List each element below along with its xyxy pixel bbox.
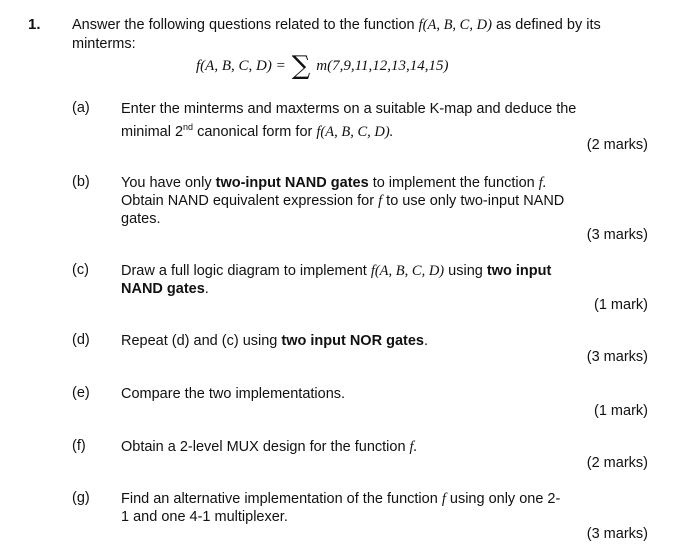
part-b-line2a: Obtain NAND equivalent expression for <box>121 193 375 209</box>
part-d-text <box>121 332 621 350</box>
part-a-function: f(A, B, C, D). <box>316 123 394 140</box>
part-c-period: . <box>204 281 209 297</box>
part-g-marks: (3 marks) <box>586 526 648 542</box>
part-a-line2b: canonical form for <box>197 123 313 140</box>
intro-text: Answer the following questions related to the function <box>72 17 415 33</box>
intro-text-end: as defined by its <box>495 17 601 33</box>
part-b-text2: to implement the function <box>372 175 535 191</box>
part-g-label: (g) <box>72 490 90 506</box>
part-c-bold1: two input <box>486 263 552 279</box>
part-b-line2b: to use only two-input NAND <box>386 193 565 209</box>
part-e-marks: (1 mark) <box>594 403 648 419</box>
part-f-text <box>121 438 621 456</box>
part-d-bold1: two input NOR gates <box>281 333 424 349</box>
part-c-text <box>121 262 621 298</box>
part-a-superscript: nd <box>183 122 194 132</box>
intro-minterms-label: minterms: <box>72 36 136 52</box>
part-g-text <box>121 490 621 526</box>
part-c-text2: using <box>448 263 483 279</box>
part-b-function2: f <box>378 193 383 209</box>
part-f-marks: (2 marks) <box>586 455 648 471</box>
sigma-symbol: ∑ <box>291 51 311 81</box>
part-a-line2: minimal 2 <box>121 123 184 140</box>
intro-function: f(A, B, C, D) <box>418 17 492 33</box>
part-f-text1: Obtain a 2-level MUX design for the function <box>121 439 406 455</box>
formula-rhs: m(7,9,11,12,13,14,15) <box>316 57 449 74</box>
part-g-text1: Find an alternative implementation of the function <box>121 491 438 507</box>
part-e-text: Compare the two implementations. <box>121 386 346 402</box>
part-c-bold2: NAND gates <box>121 281 205 297</box>
part-a-text <box>121 100 621 141</box>
part-g-line2: 1 and one 4-1 multiplexer. <box>121 509 288 525</box>
part-d-label: (d) <box>72 332 90 348</box>
part-a-marks: (2 marks) <box>586 137 648 153</box>
part-f-label: (f) <box>72 438 86 454</box>
part-a-line1: Enter the minterms and maxterms on a suitable K-map and deduce the <box>121 101 577 117</box>
part-c-label: (c) <box>72 262 89 278</box>
part-c-marks: (1 mark) <box>594 297 648 313</box>
formula-lhs: f(A, B, C, D) = <box>196 57 286 74</box>
part-b-line3: gates. <box>121 211 161 227</box>
part-c-function: f(A, B, C, D) <box>370 263 445 279</box>
part-b-function1: f. <box>538 175 547 191</box>
part-b-bold1: two-input NAND gates <box>215 175 369 191</box>
part-g-function: f <box>441 491 446 507</box>
part-b-text1: You have only <box>121 175 212 191</box>
part-e-label: (e) <box>72 385 90 401</box>
part-c-text1: Draw a full logic diagram to implement <box>121 263 367 279</box>
part-d-marks: (3 marks) <box>586 349 648 365</box>
part-d-text1: Repeat (d) and (c) using <box>121 333 278 349</box>
part-f-function: f. <box>409 439 418 455</box>
function-formula <box>196 51 449 81</box>
part-b-marks: (3 marks) <box>586 227 648 243</box>
part-a-label: (a) <box>72 100 90 116</box>
question-intro <box>72 16 652 54</box>
part-g-text2: using only one 2- <box>449 491 561 507</box>
part-b-label: (b) <box>72 174 90 190</box>
question-number: 1. <box>28 16 41 33</box>
part-d-period: . <box>423 333 429 349</box>
part-b-text <box>121 174 621 228</box>
